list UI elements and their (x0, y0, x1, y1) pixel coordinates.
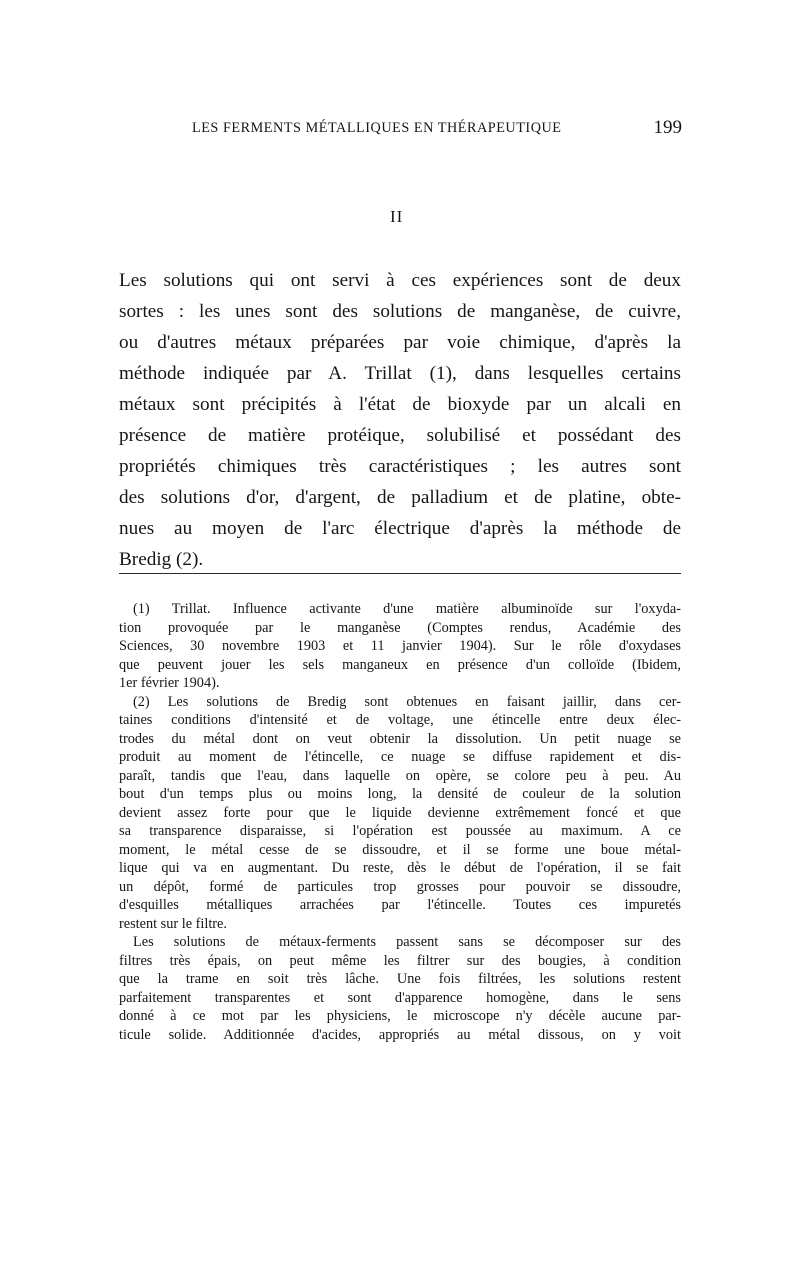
footnote-line: bout d'un temps plus ou moins long, la densité de couleur de la solution (119, 786, 681, 802)
footnote-line: ticule solide. Additionnée d'acides, appropriés au métal dissous, on y voit (119, 1026, 681, 1043)
paragraph-line: présence de matière protéique, solubilisé et possédant des (119, 425, 681, 446)
paragraph-line: Les solutions qui ont servi à ces expériences sont de deux (119, 270, 681, 291)
footnote-line: (1) Trillat. Influence activante d'une matière albuminoïde sur l'oxyda- (133, 601, 681, 617)
paragraph-line: Bredig (2). (119, 549, 204, 570)
footnote-2 (119, 693, 681, 1045)
footnotes (119, 600, 681, 1044)
footnote-line: taines conditions d'intensité et de voltage, une étincelle entre deux élec- (119, 712, 681, 728)
footnote-line: filtres très épais, on peut même les filtrer sur des bougies, à condition (119, 952, 681, 969)
running-title: LES FERMENTS MÉTALLIQUES EN THÉRAPEUTIQUE (192, 120, 562, 136)
paragraph-line: propriétés chimiques très caractéristiques ; les autres sont (119, 456, 681, 477)
paragraph-line: sortes : les unes sont des solutions de manganèse, de cuivre, (119, 301, 681, 322)
footnote-line: sa transparence disparaisse, si l'opération est poussée au maximum. A ce (119, 823, 681, 839)
footnote-line: Sciences, 30 novembre 1903 et 11 janvier 1904). Sur le rôle d'oxydases (119, 638, 681, 654)
footnote-line: d'esquilles métalliques arrachées par l'étincelle. Toutes ces impuretés (119, 897, 681, 913)
paragraph-line: nues au moyen de l'arc électrique d'après la méthode de (119, 518, 681, 539)
footnote-line: Les solutions de métaux-ferments passent sans se décomposer sur des (133, 934, 681, 950)
paragraph-line: métaux sont précipités à l'état de bioxyde par un alcali en (119, 394, 681, 415)
footnote-rule (119, 573, 681, 574)
footnote-line: restent sur le filtre. (119, 915, 227, 932)
footnote-line: que peuvent jouer les sels manganeux en présence d'un colloïde (Ibidem, (119, 656, 681, 673)
footnote-line: un dépôt, formé de particules trop grosses pour pouvoir se dissoudre, (119, 878, 681, 895)
footnote-line: (2) Les solutions de Bredig sont obtenues en faisant jaillir, dans cer- (133, 693, 681, 710)
paragraph-line: ou d'autres métaux préparées par voie chimique, d'après la (119, 332, 681, 353)
main-paragraph (119, 265, 681, 575)
footnote-line: que la trame en soit très lâche. Une fois filtrées, les solutions restent (119, 971, 681, 987)
footnote-line: parfaitement transparentes et sont d'apparence homogène, dans le sens (119, 989, 681, 1006)
footnote-line: donné à ce mot par les physiciens, le microscope n'y décèle aucune par- (119, 1008, 681, 1024)
running-head (192, 118, 682, 144)
paragraph-line: méthode indiquée par A. Trillat (1), dans lesquelles certains (119, 363, 681, 384)
footnote-line: moment, le métal cesse de se dissoudre, et il se forme une boue métal- (119, 841, 681, 858)
section-number: II (390, 207, 404, 226)
footnote-line: lique qui va en augmentant. Du reste, dès le début de l'opération, il se fait (119, 860, 681, 876)
page-number: 199 (653, 117, 682, 138)
footnote-line: produit au moment de l'étincelle, ce nuage se diffuse rapidement et dis- (119, 749, 681, 765)
footnote-line: devient assez forte pour que le liquide devienne extrêmement foncé et que (119, 804, 681, 821)
paragraph-line: des solutions d'or, d'argent, de palladium et de platine, obte- (119, 487, 681, 508)
footnote-line: tion provoquée par le manganèse (Comptes rendus, Académie des (119, 619, 681, 636)
footnote-1 (119, 600, 681, 693)
footnote-line: paraît, tandis que l'eau, dans laquelle on opère, se colore peu à peu. Au (119, 767, 681, 784)
footnote-line: trodes du métal dont on veut obtenir la dissolution. Un petit nuage se (119, 730, 681, 747)
footnote-line: 1er février 1904). (119, 675, 220, 691)
